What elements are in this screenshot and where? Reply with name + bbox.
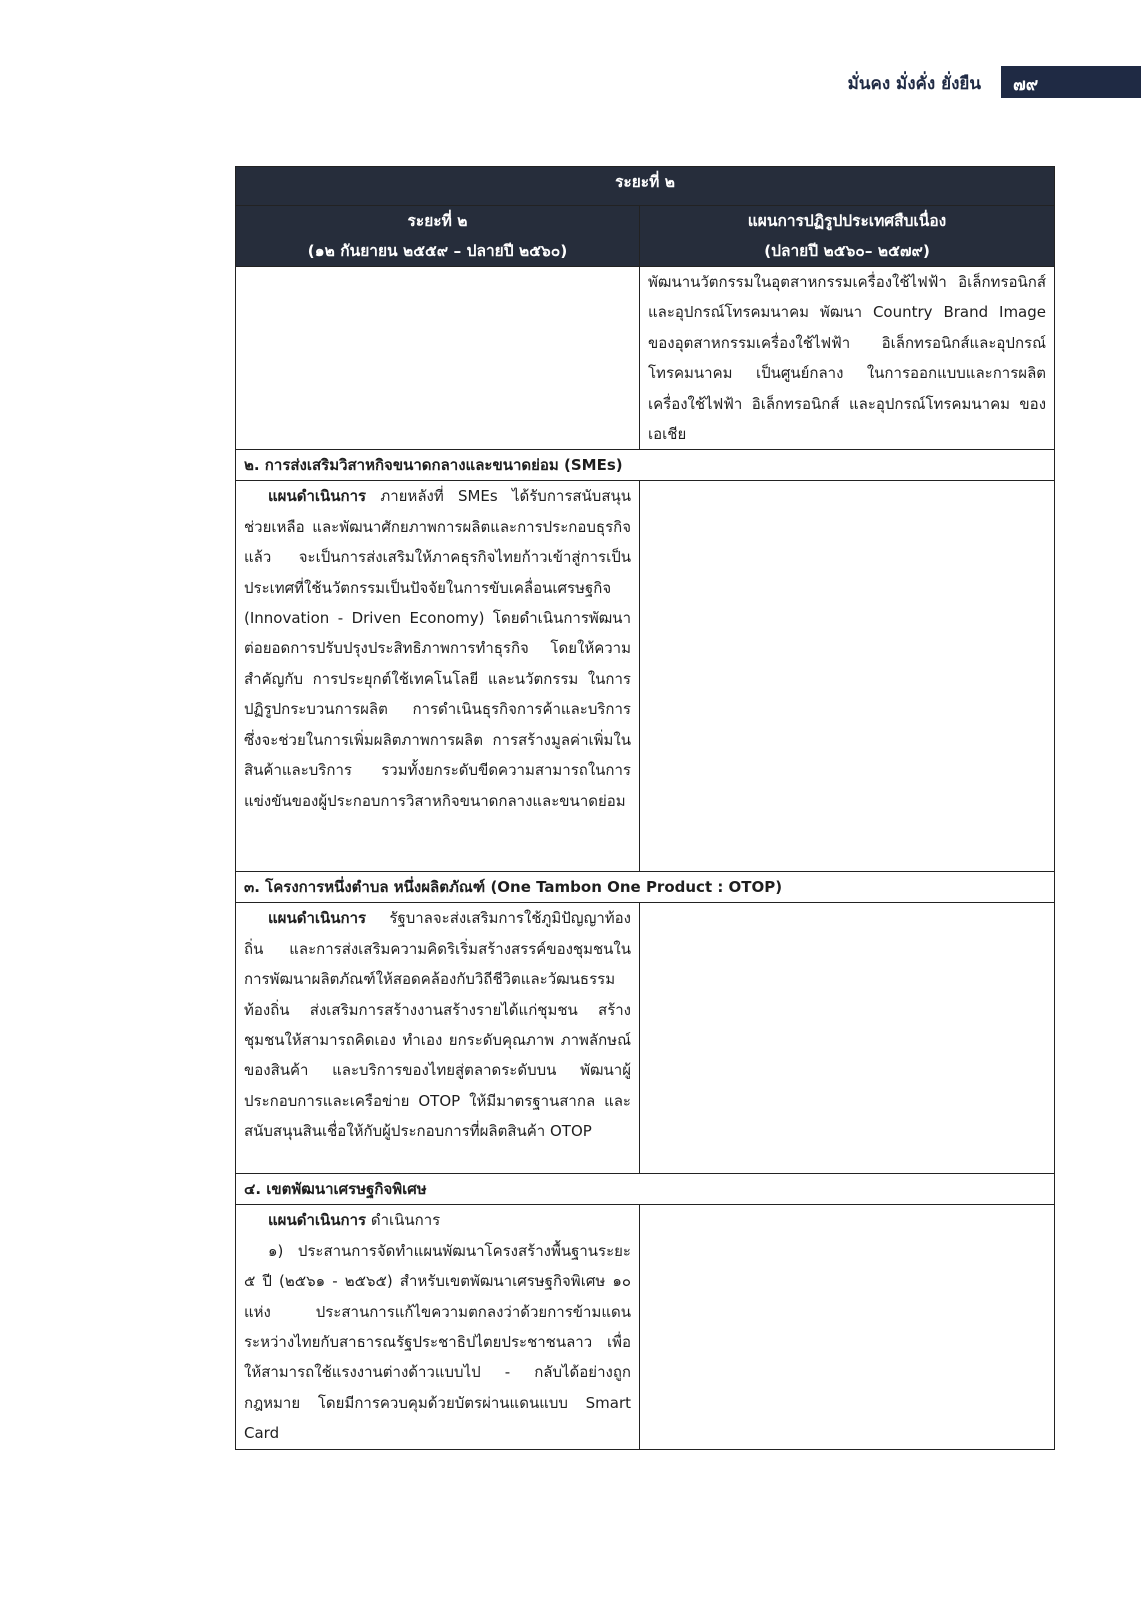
section-heading-sez: ๔. เขตพัฒนาเศรษฐกิจพิเศษ — [236, 1174, 1055, 1205]
reform-plan-table — [235, 166, 1055, 1450]
section-text-otop: รัฐบาลจะส่งเสริมการใช้ภูมิปัญญาท้องถิ่น และการส่งเสริมความคิดริเริ่มสร้างสรรค์ของชุมชนในการพัฒนาผลิตภัณฑ์ให้สอดคล้องกับวิถีชีวิตและวัฒนธรรมท้องถิ่น ส่งเสริมการสร้างงานสร้างรายได้แก่ชุมชน สร้างชุมชนให้สามารถคิดเอง ทำเอง ยกระดับคุณภาพ ภาพลักษณ์ของสินค้า และบริการของไทยสู่ตลาดระดับบน พัฒนาผู้ประกอบการและเครือข่าย OTOP ให้มีมาตรฐานสากล และสนับสนุนสินเชื่อให้กับผู้ประกอบการที่ผลิตสินค้า OTOP — [244, 909, 631, 1141]
section-heading-row — [236, 450, 1055, 481]
continued-text-cell — [640, 267, 1055, 450]
column-header-phase2-title: ระยะที่ ๒ — [407, 212, 468, 230]
column-header-continuing-plan-dates: (ปลายปี ๒๕๖๐– ๒๕๗๙) — [764, 242, 930, 260]
page-number-badge: ๗๙ — [1001, 66, 1141, 98]
table-top-title: ระยะที่ ๒ — [236, 167, 1055, 206]
header-title: มั่นคง มั่งคั่ง ยั่งยืน — [847, 74, 981, 94]
table-row — [236, 903, 1055, 1174]
column-header-continuing-plan-title: แผนการปฏิรูปประเทศสืบเนื่อง — [747, 212, 947, 230]
empty-cell — [640, 903, 1055, 1174]
section-body-sez — [236, 1205, 640, 1449]
section-lead-smes: แผนดำเนินการ — [268, 487, 367, 506]
empty-cell — [236, 267, 640, 450]
column-header-phase2 — [236, 206, 640, 267]
continued-text: พัฒนานวัตกรรมในอุตสาหกรรมเครื่องใช้ไฟฟ้า อิเล็กทรอนิกส์และอุปกรณ์โทรคมนาคม พัฒนา Country Brand Image ของอุตสาหกรรมเครื่องใช้ไฟฟ้า อิเล็กทรอนิกส์และอุปกรณ์โทรคมนาคม เป็นศูนย์กลาง ในการออกแบบและการผลิตเครื่องใช้ไฟฟ้า อิเล็กทรอนิกส์ และอุปกรณ์โทรคมนาคม ของเอเชีย — [648, 273, 1047, 444]
section-item-sez-1: ๑) ประสานการจัดทำแผนพัฒนาโครงสร้างพื้นฐานระยะ ๕ ปี (๒๕๖๑ - ๒๕๖๕) สำหรับเขตพัฒนาเศรษฐกิจพิเศษ ๑๐ แห่ง ประสานการแก้ไขความตกลงว่าด้วยการข้ามแดนระหว่างไทยกับสาธารณรัฐประชาธิปไตยประชาชนลาว เพื่อให้สามารถใช้แรงงานต่างด้าวแบบไป - กลับได้อย่างถูกกฎหมาย โดยมีการควบคุมด้วยบัตรผ่านแดนแบบ Smart Card — [244, 1241, 631, 1443]
table-row — [236, 481, 1055, 872]
section-heading-row — [236, 1174, 1055, 1205]
empty-cell — [640, 1205, 1055, 1449]
section-body-otop — [236, 903, 640, 1174]
section-text-smes: ภายหลังที่ SMEs ได้รับการสนับสนุน ช่วยเหลือ และพัฒนาศักยภาพการผลิตและการประกอบธุรกิจแล้ว จะเป็นการส่งเสริมให้ภาคธุรกิจไทยก้าวเข้าสู่การเป็นประเทศที่ใช้นวัตกรรมเป็นปัจจัยในการขับเคลื่อนเศรษฐกิจ (Innovation - Driven Economy) โดยดำเนินการพัฒนาต่อยอดการปรับปรุงประสิทธิภาพการทำธุรกิจ โดยให้ความสำคัญกับ การประยุกต์ใช้เทคโนโลยี และนวัตกรรม ในการปฏิรูปกระบวนการผลิต การดำเนินธุรกิจการค้าและบริการ ซึ่งจะช่วยในการเพิ่มผลิตภาพการผลิต การสร้างมูลค่าเพิ่มในสินค้าและบริการ รวมทั้งยกระดับขีดความสามารถในการแข่งขันของผู้ประกอบการวิสาหกิจขนาดกลางและขนาดย่อม — [244, 487, 631, 810]
section-lead-sez: แผนดำเนินการ — [268, 1211, 367, 1230]
section-lead-otop: แผนดำเนินการ — [268, 909, 367, 928]
section-heading-smes: ๒. การส่งเสริมวิสาหกิจขนาดกลางและขนาดย่อม (SMEs) — [236, 450, 1055, 481]
section-heading-row — [236, 872, 1055, 903]
column-header-phase2-dates: (๑๒ กันยายน ๒๕๕๙ – ปลายปี ๒๕๖๐) — [307, 242, 568, 260]
section-text-sez: ดำเนินการ — [366, 1211, 441, 1230]
empty-cell — [640, 481, 1055, 872]
column-header-continuing-plan — [640, 206, 1055, 267]
table-row — [236, 267, 1055, 450]
section-body-smes — [236, 481, 640, 872]
section-heading-otop: ๓. โครงการหนึ่งตำบล หนึ่งผลิตภัณฑ์ (One Tambon One Product : OTOP) — [236, 872, 1055, 903]
table-row — [236, 1205, 1055, 1449]
